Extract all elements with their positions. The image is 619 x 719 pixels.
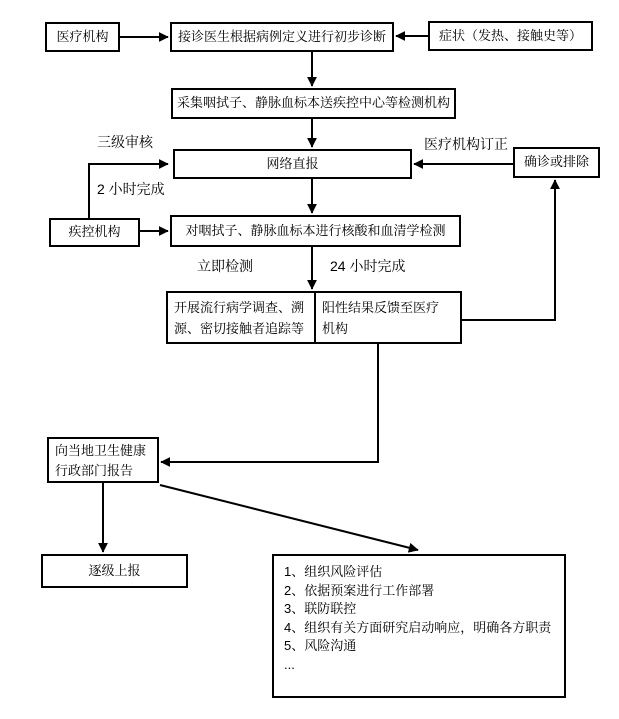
- node-report-health-admin: [47, 437, 159, 483]
- edge-healthadmin-to-responselist: [160, 485, 418, 550]
- positive-feedback-line2: 机构: [322, 321, 349, 336]
- label-immediate-test: 立即检测: [197, 258, 253, 274]
- label-two-hours-complete: 2 小时完成: [97, 181, 165, 197]
- edge-positive-to-confirm: [462, 180, 555, 320]
- node-symptoms: 症状（发热、接触史等）: [428, 21, 593, 51]
- node-epi-investigation: [166, 291, 316, 344]
- response-item-5: 5、风险沟通: [284, 638, 357, 653]
- response-item-1: 1、组织风险评估: [284, 564, 383, 579]
- node-triage: 接诊医生根据病例定义进行初步诊断: [170, 22, 394, 52]
- report-health-admin-line1: 向当地卫生健康: [55, 443, 147, 458]
- node-level-report: 逐级上报: [41, 554, 188, 588]
- report-health-admin-line2: 行政部门报告: [55, 463, 134, 478]
- label-24-hours-complete: 24 小时完成: [330, 258, 406, 274]
- node-lab-test: 对咽拭子、静脉血标本进行核酸和血清学检测: [170, 215, 461, 247]
- response-item-4: 4、组织有关方面研究启动响应，明确各方职责: [284, 619, 552, 635]
- response-item-3: 3、联防联控: [284, 601, 357, 616]
- node-confirm-exclude: 确诊或排除: [513, 147, 600, 178]
- node-positive-feedback: [314, 291, 462, 344]
- positive-feedback-line1: 阳性结果反馈至医疗: [322, 300, 440, 315]
- node-network-report: 网络直报: [173, 149, 412, 179]
- epi-investigation-line2: 源、密切接触者追踪等: [174, 321, 305, 336]
- label-three-level-review: 三级审核: [97, 134, 153, 150]
- node-medical-org: 医疗机构: [45, 22, 120, 52]
- node-response-list: [272, 554, 566, 698]
- node-collect-samples: 采集咽拭子、静脉血标本送疾控中心等检测机构: [171, 88, 456, 119]
- label-medical-correction: 医疗机构订正: [424, 136, 508, 152]
- node-cdc-org: 疾控机构: [49, 218, 140, 247]
- epi-investigation-line1: 开展流行病学调查、溯: [174, 300, 305, 315]
- edge-positive-to-healthadmin: [161, 344, 378, 462]
- response-item-ellipsis: ...: [284, 656, 295, 672]
- response-item-2: 2、依据预案进行工作部署: [284, 582, 435, 598]
